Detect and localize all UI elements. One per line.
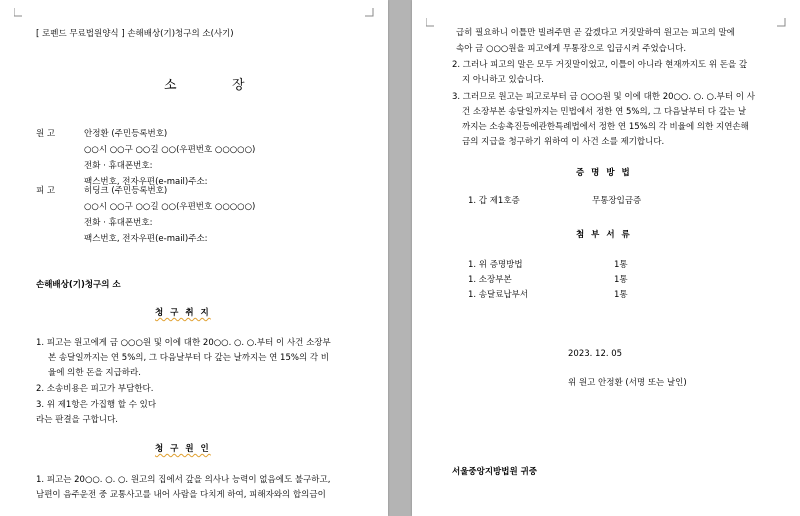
purpose-item-3: 3. 위 제1항은 가집행 할 수 있다 [36,400,157,410]
document-header: [ 로펜드 무료법원양식 ] 손해배상(기)청구의 소(사기) [36,29,234,39]
claim-cause-heading-text: 청 구 원 인 [155,444,211,454]
cause-item-3-line4: 금의 지급을 청구하기 위하여 이 사건 소를 제기합니다. [462,137,665,147]
cause-item-2-line2: 지 아니하고 있습니다. [462,75,545,85]
margin-corner-mark [14,8,23,17]
page-gutter [388,0,412,516]
cause-item-2-line1: 2. 그러나 피고의 말은 모두 거짓말이었고, 이틀이 아니라 현재까지도 위 돈을 갚 [452,60,748,70]
cause-item-1-line2: 남편이 음주운전 중 교통사고를 내어 사람을 다치게 하여, 피해자와의 합의금이 [36,490,326,500]
cause-item-1-line4: 속아 금 ○○○원을 피고에게 무통장으로 입금시켜 주었습니다. [456,44,687,54]
margin-corner-mark [426,18,435,27]
claim-cause-heading [155,444,211,455]
court-name: 서울중앙지방법원 귀중 [452,467,538,477]
plaintiff-label: 원 고 [36,129,56,139]
margin-corner-mark [365,8,374,17]
purpose-item-1-line1: 1. 피고는 원고에게 금 ○○○원 및 이에 대한 20○○. ○. ○.부터 이 사건 소장부 [36,338,331,348]
defendant-label: 피 고 [36,186,56,196]
cause-item-3-line1: 3. 그러므로 원고는 피고로부터 금 ○○○원 및 이에 대한 20○○. ○. ○.부터 이 사 [452,92,755,102]
plaintiff-name: 안정환 (주민등록번호) [84,129,168,139]
cause-item-1-line1: 1. 피고는 20○○. ○. ○. 원고의 집에서 갚을 의사나 능력이 없음에도 불구하고, [36,475,331,485]
filing-date: 2023. 12. 05 [568,349,623,359]
attachment-count: 1통 [614,260,628,270]
plaintiff-signature-line: 위 원고 안정환 (서명 또는 날인) [568,378,687,388]
purpose-closing: 라는 판결을 구합니다. [36,415,119,425]
defendant-phone: 전화 · 휴대폰번호: [84,218,153,228]
attachment-label: 1. 위 증명방법 [468,260,523,270]
defendant-fax: 팩스번호, 전자우편(e-mail)주소: [84,234,208,244]
purpose-item-1-line2: 본 송달일까지는 연 5%의, 그 다음날부터 다 갚는 날까지는 연 15%의 각 비 [48,353,329,363]
defendant-address: ○○시 ○○구 ○○길 ○○(우편번호 ○○○○○) [84,202,256,212]
evidence-item-value: 무통장입금증 [592,196,642,206]
purpose-item-2: 2. 소송비용은 피고가 부담한다. [36,384,154,394]
document-page-2 [412,0,800,516]
cause-item-1-line3: 급히 필요하니 이틀만 빌려주면 곧 갚겠다고 거짓말하여 원고는 피고의 말에 [456,28,735,38]
document-page-1 [0,0,388,516]
cause-item-3-line3: 까지는 소송촉진등에관한특례법에서 정한 연 15%의 각 비율에 의한 지연손해 [462,122,749,132]
attachment-label: 1. 송달료납부서 [468,290,529,300]
document-title-char: 소 [164,78,177,93]
cause-item-3-line2: 건 소장부본 송달일까지는 민법에서 정한 연 5%의, 그 다음날부터 다 갚는 날 [462,107,747,117]
evidence-heading: 증 명 방 법 [576,168,632,178]
evidence-item-label: 1. 갑 제1호증 [468,196,520,206]
attachment-count: 1통 [614,290,628,300]
attachments-heading: 첨 부 서 류 [576,230,632,240]
case-name: 손해배상(기)청구의 소 [36,280,121,290]
attachment-count: 1통 [614,275,628,285]
document-title-char: 장 [232,78,245,93]
margin-corner-mark [777,18,786,27]
plaintiff-phone: 전화 · 휴대폰번호: [84,161,153,171]
purpose-item-1-line3: 율에 의한 돈을 지급하라. [48,368,141,378]
attachment-label: 1. 소장부본 [468,275,512,285]
defendant-name: 히딩크 (주민등록번호) [84,186,168,196]
plaintiff-fax: 팩스번호, 전자우편(e-mail)주소: [84,177,208,187]
claim-purpose-heading-text: 청 구 취 지 [155,308,211,318]
plaintiff-address: ○○시 ○○구 ○○길 ○○(우편번호 ○○○○○) [84,145,256,155]
claim-purpose-heading [155,308,211,319]
